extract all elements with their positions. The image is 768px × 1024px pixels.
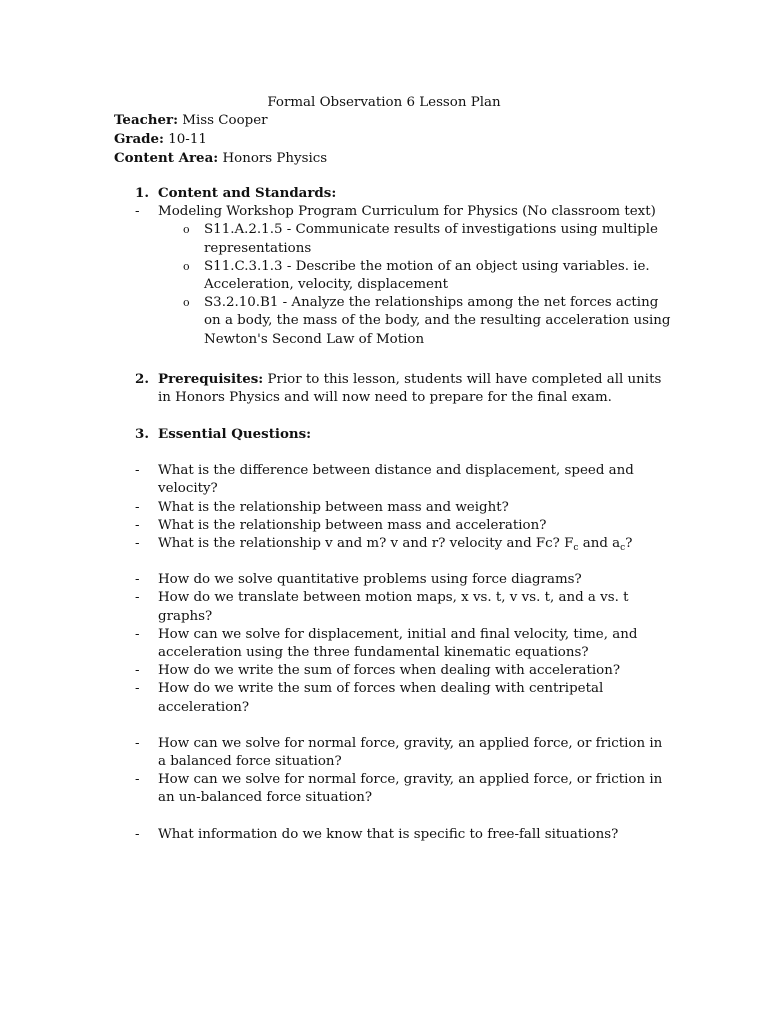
header-meta (114, 111, 327, 169)
question-text: How do we solve quantitative problems using force diagrams? (158, 572, 582, 588)
question-text: How do we write the sum of forces when dealing with acceleration? (158, 663, 621, 679)
question-item (114, 571, 674, 589)
dash-marker: - (135, 772, 140, 788)
dash-marker: - (135, 204, 140, 220)
dash-marker: - (135, 626, 140, 642)
dash-marker: - (135, 499, 140, 515)
standard-item (114, 294, 674, 349)
teacher-label: Teacher: (114, 112, 179, 128)
question-text: What is the relationship between mass and weight? (158, 499, 509, 515)
teacher-value: Miss Cooper (178, 113, 268, 128)
standard-text: S11.C.3.1.3 - Describe the motion of an object using variables. ie. Acceleration, velocity, displacement (204, 258, 650, 293)
dash-marker: - (135, 663, 140, 679)
dash-marker: - (135, 463, 140, 479)
section-heading (114, 184, 674, 203)
content-area-line (114, 149, 327, 168)
dash-marker: - (135, 572, 140, 588)
teacher-line (114, 111, 327, 130)
grade-value: 10-11 (164, 132, 207, 148)
dash-marker: - (135, 536, 140, 552)
dash-marker: - (135, 590, 140, 606)
curriculum-text: Modeling Workshop Program Curriculum for Physics (No classroom text) (158, 204, 656, 220)
section-prerequisites (114, 370, 674, 407)
grade-label: Grade: (114, 131, 164, 148)
question-text: How can we solve for normal force, gravity, an applied force, or friction in an un-balanced force situation? (158, 772, 663, 806)
question-item (114, 589, 674, 625)
question-item (114, 662, 674, 680)
question-part: and a (578, 536, 621, 552)
standard-item (114, 221, 674, 257)
standard-text: S3.2.10.B1 - Analyze the relationships among the net forces acting on a body, the mass of the body, and the resulting acceleration using Newton's Second Law of Motion (204, 295, 671, 347)
question-item (114, 626, 674, 662)
question-text: How can we solve for normal force, gravity, an applied force, or friction in a balanced force situation? (158, 735, 663, 770)
document-title: Formal Observation 6 Lesson Plan (267, 95, 501, 110)
section-title: Content and Standards: (158, 185, 337, 201)
dash-marker: - (135, 735, 140, 751)
subscript: c (573, 543, 579, 554)
section-title: Prerequisites: (158, 371, 264, 387)
question-item (114, 735, 674, 771)
section-number: 3. (135, 426, 149, 442)
question-text: What is the difference between distance and displacement, speed and velocity? (158, 463, 634, 497)
section-title: Essential Questions: (158, 426, 312, 442)
question-text: What is the relationship between mass and acceleration? (158, 517, 547, 533)
bullet-marker: o (183, 296, 190, 310)
question-item (114, 535, 674, 553)
standard-item (114, 258, 674, 294)
question-text: How do we translate between motion maps, x vs. t, v vs. t, and a vs. t graphs? (158, 590, 629, 624)
subscript: c (620, 543, 626, 554)
question-part: ? (625, 536, 633, 552)
dash-marker: - (135, 826, 140, 842)
question-item (114, 499, 674, 517)
bullet-marker: o (183, 223, 190, 237)
question-item (114, 517, 674, 535)
question-item (114, 826, 674, 844)
section-essential-questions (114, 425, 674, 844)
question-item (114, 462, 674, 498)
bullet-marker: o (183, 259, 190, 273)
question-text: How can we solve for displacement, initial and final velocity, time, and acceleration using the three fundamental kinematic equations? (158, 626, 638, 661)
question-item (114, 771, 674, 807)
question-part: What is the relationship v and m? v and r? velocity and Fc? F (158, 536, 574, 552)
section-number: 2. (135, 371, 149, 387)
section-heading (114, 425, 674, 444)
question-text: How do we write the sum of forces when dealing with centripetal acceleration? (158, 681, 604, 715)
prerequisites-paragraph (114, 370, 674, 407)
grade-line (114, 130, 327, 149)
content-area-value: Honors Physics (218, 151, 328, 167)
question-item (114, 680, 674, 716)
question-text (158, 536, 633, 554)
dash-marker: - (135, 681, 140, 697)
question-text: What information do we know that is specific to free-fall situations? (158, 826, 619, 842)
standard-text: S11.A.2.1.5 - Communicate results of investigations using multiple representations (204, 222, 658, 256)
content-area-label: Content Area: (114, 150, 219, 167)
section-content-standards (114, 184, 674, 349)
list-item (114, 203, 674, 221)
prerequisites-text: Prior to this lesson, students will have completed all units in Honors Physics and will now need to prepare for the final exam. (158, 372, 662, 406)
section-number: 1. (135, 185, 149, 201)
dash-marker: - (135, 517, 140, 533)
